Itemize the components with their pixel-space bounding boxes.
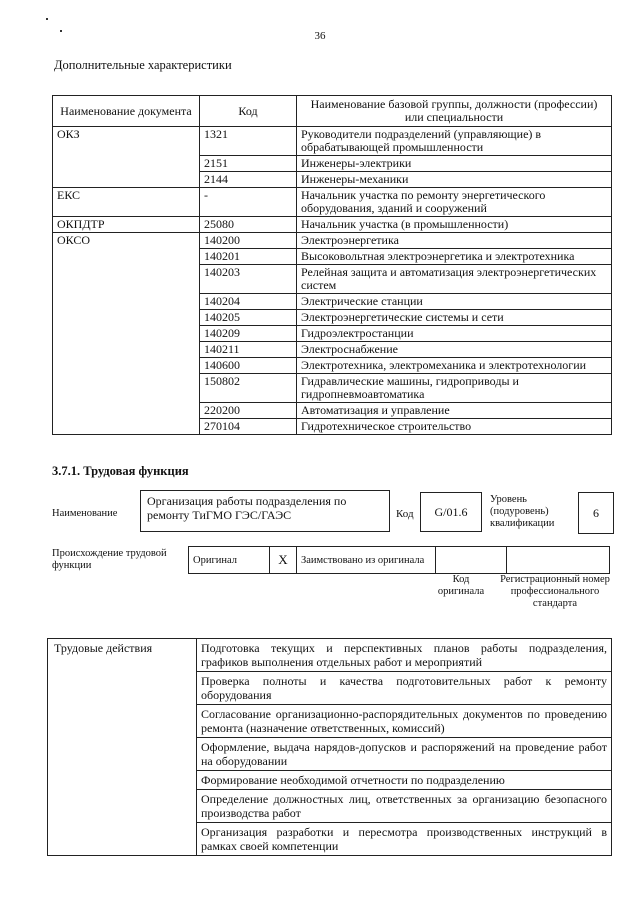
doc-cell: ОКПДТР [53, 217, 200, 233]
qualification-level-label: Уровень (подуровень) квалификации [490, 494, 555, 529]
code-cell: - [200, 188, 297, 217]
name-cell: Электроснабжение [297, 342, 612, 358]
code-cell: 140211 [200, 342, 297, 358]
name-cell: Гидроэлектростанции [297, 326, 612, 342]
name-cell: Гидротехническое строительство [297, 419, 612, 435]
labor-action: Организация разработки и пересмотра производственных инструкций в рамках своей компетенции [197, 823, 612, 856]
function-name-label: Наименование [52, 508, 118, 519]
header-code: Код [200, 96, 297, 127]
table-row [53, 188, 612, 217]
table-row [53, 127, 612, 156]
code-cell: 2151 [200, 156, 297, 172]
code-cell: 140201 [200, 249, 297, 265]
scan-speck [46, 18, 48, 20]
qualification-level-box: 6 [578, 492, 614, 534]
header-document: Наименование документа [53, 96, 200, 127]
page-number: 36 [314, 30, 326, 42]
origin-borrowed-label: Заимствовано из оригинала [297, 547, 436, 574]
table-row [53, 233, 612, 249]
classification-table [52, 95, 612, 435]
name-cell: Руководители подразделений (управляющие) в обрабатывающей промышленности [297, 127, 612, 156]
code-cell: 2144 [200, 172, 297, 188]
origin-reg-cell [507, 547, 610, 574]
doc-cell: ЕКС [53, 188, 200, 217]
page-subtitle: Дополнительные характеристики [54, 58, 232, 72]
code-cell: 140600 [200, 358, 297, 374]
origin-table [188, 546, 610, 574]
name-cell: Релейная защита и автоматизация электроэнергетических систем [297, 265, 612, 294]
code-cell: 220200 [200, 403, 297, 419]
function-code-label: Код [396, 508, 414, 520]
name-cell: Электротехника, электромеханика и электротехнологии [297, 358, 612, 374]
code-cell: 140200 [200, 233, 297, 249]
name-cell: Электрические станции [297, 294, 612, 310]
code-cell: 1321 [200, 127, 297, 156]
function-name-box: Организация работы подразделения по ремонту ТиГМО ГЭС/ГАЭС [140, 490, 390, 532]
origin-label: Происхождение трудовой функции [52, 548, 167, 571]
code-cell: 150802 [200, 374, 297, 403]
function-code-box: G/01.6 [420, 492, 482, 532]
code-cell: 25080 [200, 217, 297, 233]
origin-code-cell [436, 547, 507, 574]
name-cell: Начальник участка (в промышленности) [297, 217, 612, 233]
name-cell: Инженеры-механики [297, 172, 612, 188]
code-cell: 140203 [200, 265, 297, 294]
labor-actions-label: Трудовые действия [48, 639, 197, 856]
name-cell: Электроэнергетика [297, 233, 612, 249]
origin-code-caption: Код оригинала [437, 574, 485, 597]
labor-action: Согласование организационно-распорядительных документов по проведению ремонта (назначение ответственных, комиссий) [197, 705, 612, 738]
code-cell: 140209 [200, 326, 297, 342]
name-cell: Автоматизация и управление [297, 403, 612, 419]
code-cell: 270104 [200, 419, 297, 435]
name-cell: Инженеры-электрики [297, 156, 612, 172]
section-title: 3.7.1. Трудовая функция [52, 464, 189, 478]
header-name: Наименование базовой группы, должности (профессии) или специальности [297, 96, 612, 127]
table-header-row [53, 96, 612, 127]
name-cell: Гидравлические машины, гидроприводы и гидропневмоавтоматика [297, 374, 612, 403]
name-cell: Электроэнергетические системы и сети [297, 310, 612, 326]
labor-action: Подготовка текущих и перспективных планов работы подразделения, графиков выполнения отдельных работ и мероприятий [197, 639, 612, 672]
labor-action: Определение должностных лиц, ответственных за организацию безопасного производства работ [197, 790, 612, 823]
origin-reg-caption: Регистрационный номер профессионального стандарта [500, 574, 610, 609]
name-cell: Высоковольтная электроэнергетика и электротехника [297, 249, 612, 265]
labor-action: Оформление, выдача нарядов-допусков и распоряжений на проведение работ на оборудовании [197, 738, 612, 771]
code-cell: 140204 [200, 294, 297, 310]
origin-original-label: Оригинал [189, 547, 270, 574]
table-row [48, 639, 612, 672]
code-cell: 140205 [200, 310, 297, 326]
doc-cell: ОКСО [53, 233, 200, 435]
labor-actions-table [47, 638, 612, 856]
labor-action: Формирование необходимой отчетности по подразделению [197, 771, 612, 790]
labor-action: Проверка полноты и качества подготовительных работ к ремонту оборудования [197, 672, 612, 705]
table-row [53, 217, 612, 233]
name-cell: Начальник участка по ремонту энергетического оборудования, зданий и сооружений [297, 188, 612, 217]
doc-cell: ОКЗ [53, 127, 200, 188]
origin-mark: X [270, 547, 297, 574]
